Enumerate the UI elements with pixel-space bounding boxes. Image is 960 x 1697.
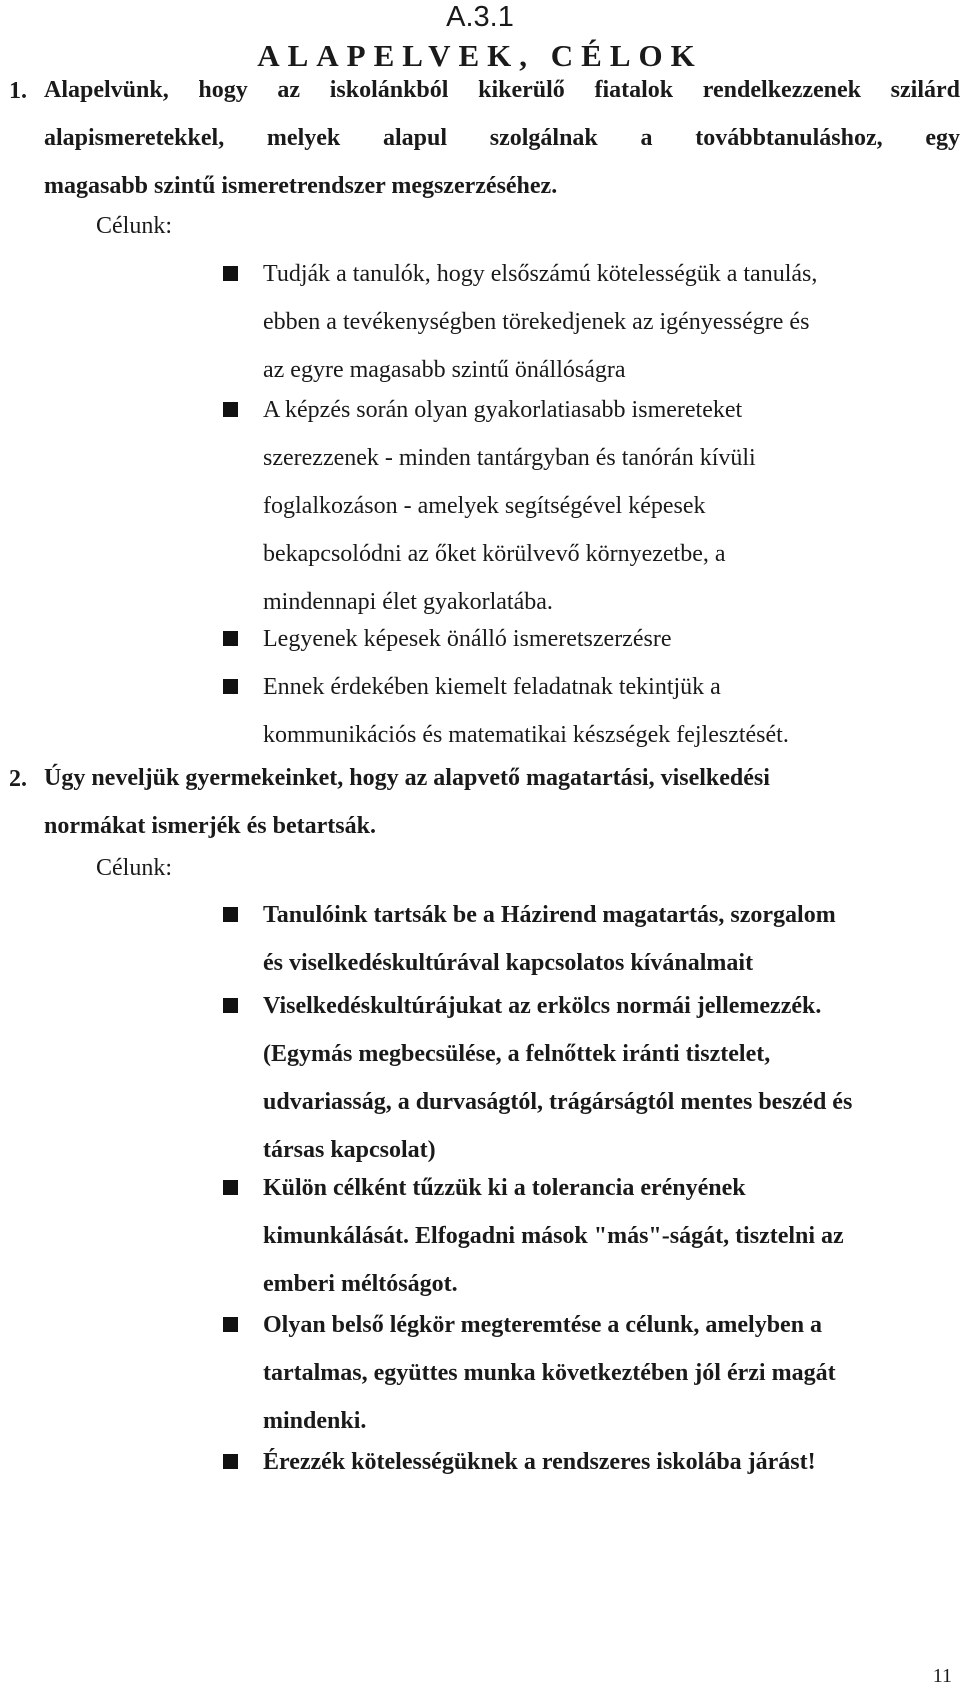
- square-bullet-icon: [223, 907, 238, 922]
- item-line: foglalkozáson - amelyek segítségével képesek: [263, 493, 706, 519]
- item-line: udvariasság, a durvaságtól, trágárságtól mentes beszéd és: [263, 1089, 853, 1115]
- item-line: és viselkedéskultúrával kapcsolatos kívánalmait: [263, 950, 754, 976]
- paragraph-line: alapismeretekkel, melyek alapul szolgálnak a továbbtanuláshoz, egy: [44, 125, 960, 151]
- item-line: Tudják a tanulók, hogy elsőszámú kötelességük a tanulás,: [263, 261, 818, 287]
- item-line: A képzés során olyan gyakorlatiasabb ismereteket: [263, 397, 743, 423]
- item-line: tartalmas, együttes munka következtében jól érzi magát: [263, 1360, 836, 1386]
- principle-1-number: 1.: [9, 78, 27, 104]
- goal-label-2: Célunk:: [96, 855, 172, 881]
- item-line: bekapcsolódni az őket körülvevő környezetbe, a: [263, 541, 726, 567]
- goal-item: [263, 1450, 953, 1498]
- item-line: emberi méltóságot.: [263, 1271, 458, 1297]
- principle-1-paragraph: [9, 77, 960, 222]
- item-line: szerezzenek - minden tantárgyban és tanórán kívüli: [263, 445, 756, 471]
- paragraph-line: normákat ismerjék és betartsák.: [44, 813, 376, 839]
- item-line: Olyan belső légkör megteremtése a célunk, amelyben a: [263, 1312, 823, 1338]
- item-line: mindenki.: [263, 1408, 367, 1434]
- section-number: A.3.1: [446, 1, 514, 33]
- item-line: Érezzék kötelességüknek a rendszeres iskolába járást!: [263, 1449, 816, 1475]
- square-bullet-icon: [223, 402, 238, 417]
- item-line: Tanulóink tartsák be a Házirend magatartás, szorgalom: [263, 902, 836, 928]
- square-bullet-icon: [223, 679, 238, 694]
- square-bullet-icon: [223, 998, 238, 1013]
- item-line: (Egymás megbecsülése, a felnőttek iránti tisztelet,: [263, 1041, 771, 1067]
- page-number: 11: [932, 1665, 952, 1687]
- goal-item: [263, 262, 953, 406]
- item-line: ebben a tevékenységben törekedjenek az igényességre és: [263, 309, 810, 335]
- paragraph-line: Úgy neveljük gyermekeinket, hogy az alapvető magatartási, viselkedési: [44, 765, 770, 791]
- goal-label-1: Célunk:: [96, 213, 172, 239]
- page-title: ALAPELVEK, CÉLOK: [257, 38, 703, 73]
- item-line: Külön célként tűzzük ki a tolerancia erényének: [263, 1175, 746, 1201]
- goal-item: [263, 1313, 953, 1457]
- item-line: kommunikációs és matematikai készségek fejlesztését.: [263, 722, 789, 748]
- item-line: Ennek érdekében kiemelt feladatnak tekintjük a: [263, 674, 721, 700]
- square-bullet-icon: [223, 1317, 238, 1332]
- square-bullet-icon: [223, 1454, 238, 1469]
- principle-2-number: 2.: [9, 766, 27, 792]
- square-bullet-icon: [223, 1180, 238, 1195]
- goal-item: [263, 994, 953, 1186]
- square-bullet-icon: [223, 266, 238, 281]
- goal-item: [263, 1176, 953, 1320]
- paragraph-line: magasabb szintű ismeretrendszer megszerzéséhez.: [44, 173, 558, 199]
- principle-2-paragraph: [9, 765, 960, 862]
- item-line: mindennapi élet gyakorlatába.: [263, 589, 553, 615]
- goal-item: [263, 398, 953, 638]
- goal-item: [263, 627, 953, 675]
- item-line: Legyenek képesek önálló ismeretszerzésre: [263, 626, 672, 652]
- item-line: az egyre magasabb szintű önállóságra: [263, 357, 626, 383]
- item-line: Viselkedéskultúrájukat az erkölcs normái jellemezzék.: [263, 993, 822, 1019]
- square-bullet-icon: [223, 631, 238, 646]
- item-line: kimunkálását. Elfogadni mások "más"-ságát, tisztelni az: [263, 1223, 844, 1249]
- goal-item: [263, 903, 953, 999]
- goal-item: [263, 675, 953, 771]
- paragraph-line: Alapelvünk, hogy az iskolánkból kikerülő fiatalok rendelkezzenek szilárd: [44, 77, 960, 103]
- item-line: társas kapcsolat): [263, 1137, 436, 1163]
